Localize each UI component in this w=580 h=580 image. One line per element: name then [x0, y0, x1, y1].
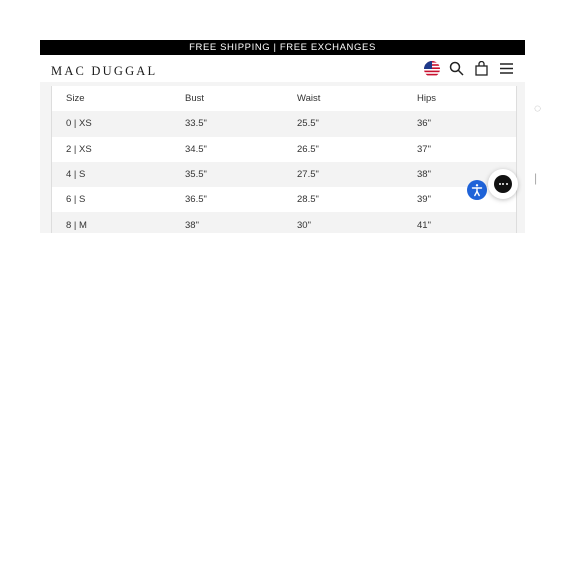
- table-row: [52, 187, 516, 212]
- hips-cell: 39": [417, 194, 431, 206]
- table-header-row: [52, 86, 516, 111]
- bust-cell: 35.5": [185, 169, 207, 181]
- bust-cell: 38": [185, 219, 199, 231]
- size-table: [51, 86, 517, 233]
- accessibility-icon: [470, 183, 484, 197]
- size-cell: 4 | S: [66, 169, 86, 181]
- menu-icon[interactable]: [498, 60, 515, 77]
- table-row: [52, 137, 516, 162]
- bag-icon[interactable]: [473, 60, 490, 77]
- bust-cell: 34.5": [185, 143, 207, 155]
- hips-cell: 41": [417, 219, 431, 231]
- size-cell: 8 | M: [66, 219, 87, 231]
- announcement-bar: [40, 40, 525, 55]
- table-row: [52, 212, 516, 233]
- chat-button[interactable]: [488, 169, 518, 199]
- site-header: [40, 55, 525, 82]
- table-row: [52, 162, 516, 187]
- announcement-text: FREE SHIPPING | FREE EXCHANGES: [189, 42, 376, 53]
- waist-cell: 28.5": [297, 194, 319, 206]
- chat-icon: [494, 175, 512, 193]
- size-cell: 2 | XS: [66, 143, 92, 155]
- waist-cell: 30": [297, 219, 311, 231]
- bust-cell: 36.5": [185, 194, 207, 206]
- header-size: Size: [66, 93, 85, 105]
- header-hips: Hips: [417, 93, 437, 105]
- waist-cell: 25.5": [297, 118, 319, 130]
- brand-logo[interactable]: MAC DUGGAL: [51, 64, 158, 78]
- accessibility-button[interactable]: [467, 180, 487, 200]
- hips-cell: 37": [417, 143, 431, 155]
- edge-fragment-icon: ◌: [534, 101, 542, 115]
- header-icons: [423, 60, 515, 77]
- page-viewport: [40, 40, 525, 233]
- size-cell: 6 | S: [66, 194, 86, 206]
- header-waist: Waist: [297, 93, 321, 105]
- size-cell: 0 | XS: [66, 118, 92, 130]
- us-flag-icon[interactable]: [423, 60, 440, 77]
- table-row: [52, 111, 516, 136]
- waist-cell: 26.5": [297, 143, 319, 155]
- header-bust: Bust: [185, 93, 205, 105]
- hips-cell: 36": [417, 118, 431, 130]
- size-chart-section: [40, 82, 525, 233]
- bust-cell: 33.5": [185, 118, 207, 130]
- edge-fragment-icon: |: [534, 171, 538, 185]
- waist-cell: 27.5": [297, 169, 319, 181]
- search-icon[interactable]: [448, 60, 465, 77]
- hips-cell: 38": [417, 169, 431, 181]
